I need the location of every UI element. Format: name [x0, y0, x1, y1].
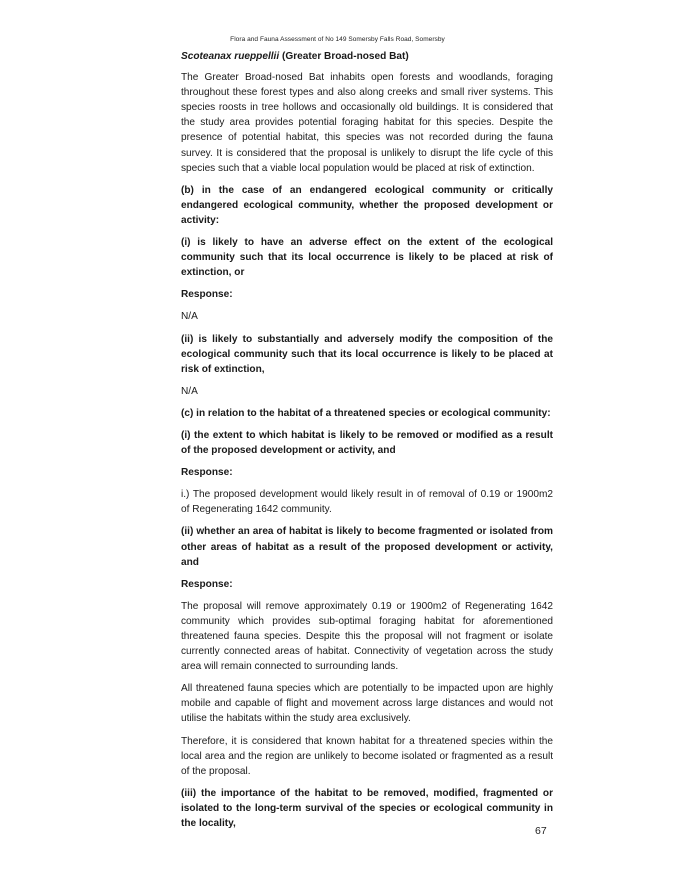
section-c-item-ii: (ii) whether an area of habitat is likely to become fragmented or isolated from other areas of habitat as a result of the proposed development or activity, and	[181, 526, 553, 568]
section-b-response-i: N/A	[181, 311, 198, 323]
section-c-response-ii-paragraph-2: All threatened fauna species which are potentially to be impacted upon are highly mobile and capable of flight and movement across large distances and would not utilise the habitats within the study area exclusively.	[181, 683, 553, 725]
page-body	[181, 49, 553, 838]
page-number: 67	[535, 825, 547, 837]
section-c-item-i: (i) the extent to which habitat is likely to be removed or modified as a result of the proposed development or activity, and	[181, 429, 553, 457]
section-c-item-iii: (iii) the importance of the habitat to be removed, modified, fragmented or isolated to the long-term survival of the species or ecological community in the locality,	[181, 787, 553, 830]
section-b-item-i: (i) is likely to have an adverse effect on the extent of the ecological community such that its local occurrence is likely to be placed at risk of extinction, or	[181, 237, 553, 279]
species-scientific-name: Scoteanax rueppellii	[181, 51, 280, 62]
running-header: Flora and Fauna Assessment of No 149 Somersby Falls Road, Somersby	[230, 36, 445, 43]
section-c-response-ii-paragraph-3: Therefore, it is considered that known habitat for a threatened species within the local area and the region are unlikely to become isolated or fragmented as a result of the proposal.	[181, 735, 553, 777]
section-c-heading: (c) in relation to the habitat of a threatened species or ecological community:	[181, 407, 551, 419]
section-c-response-label-i: Response:	[181, 467, 233, 479]
section-c-response-ii-paragraph-1: The proposal will remove approximately 0.19 or 1900m2 of Regenerating 1642 community which provides sub-optimal foraging habitat for aforementioned threatened fauna species. Despite this the proposal will not fragment or isolate currently connected areas of habitat. Connectivity of vegetation across the study area will remain connected to surrounding lands.	[181, 600, 553, 673]
species-common-name: (Greater Broad-nosed Bat)	[279, 51, 409, 62]
species-description: The Greater Broad-nosed Bat inhabits open forests and woodlands, foraging throughout these forest types and also along creeks and small river systems. This species roosts in tree hollows and occasionally old buildings. It is considered that the study area provides potential foraging habitat for this species. Despite the presence of potential habitat, this species was not recorded during the fauna survey. It is considered that the proposal is unlikely to disrupt the life cycle of this species such that a viable local population would be placed at risk of extinction.	[181, 72, 553, 174]
section-b-heading: (b) in the case of an endangered ecological community or critically endangered ecological community, whether the proposed development or activity:	[181, 184, 553, 226]
section-b-response-label: Response:	[181, 289, 233, 301]
section-b-response-ii: N/A	[181, 385, 198, 397]
species-heading	[181, 49, 553, 64]
section-c-response-label-ii: Response:	[181, 578, 233, 590]
section-b-item-ii: (ii) is likely to substantially and adversely modify the composition of the ecological community such that its local occurrence is likely to be placed at risk of extinction,	[181, 333, 553, 375]
section-c-response-i: i.) The proposed development would likely result in of removal of 0.19 or 1900m2 of Regenerating 1642 community.	[181, 489, 553, 516]
